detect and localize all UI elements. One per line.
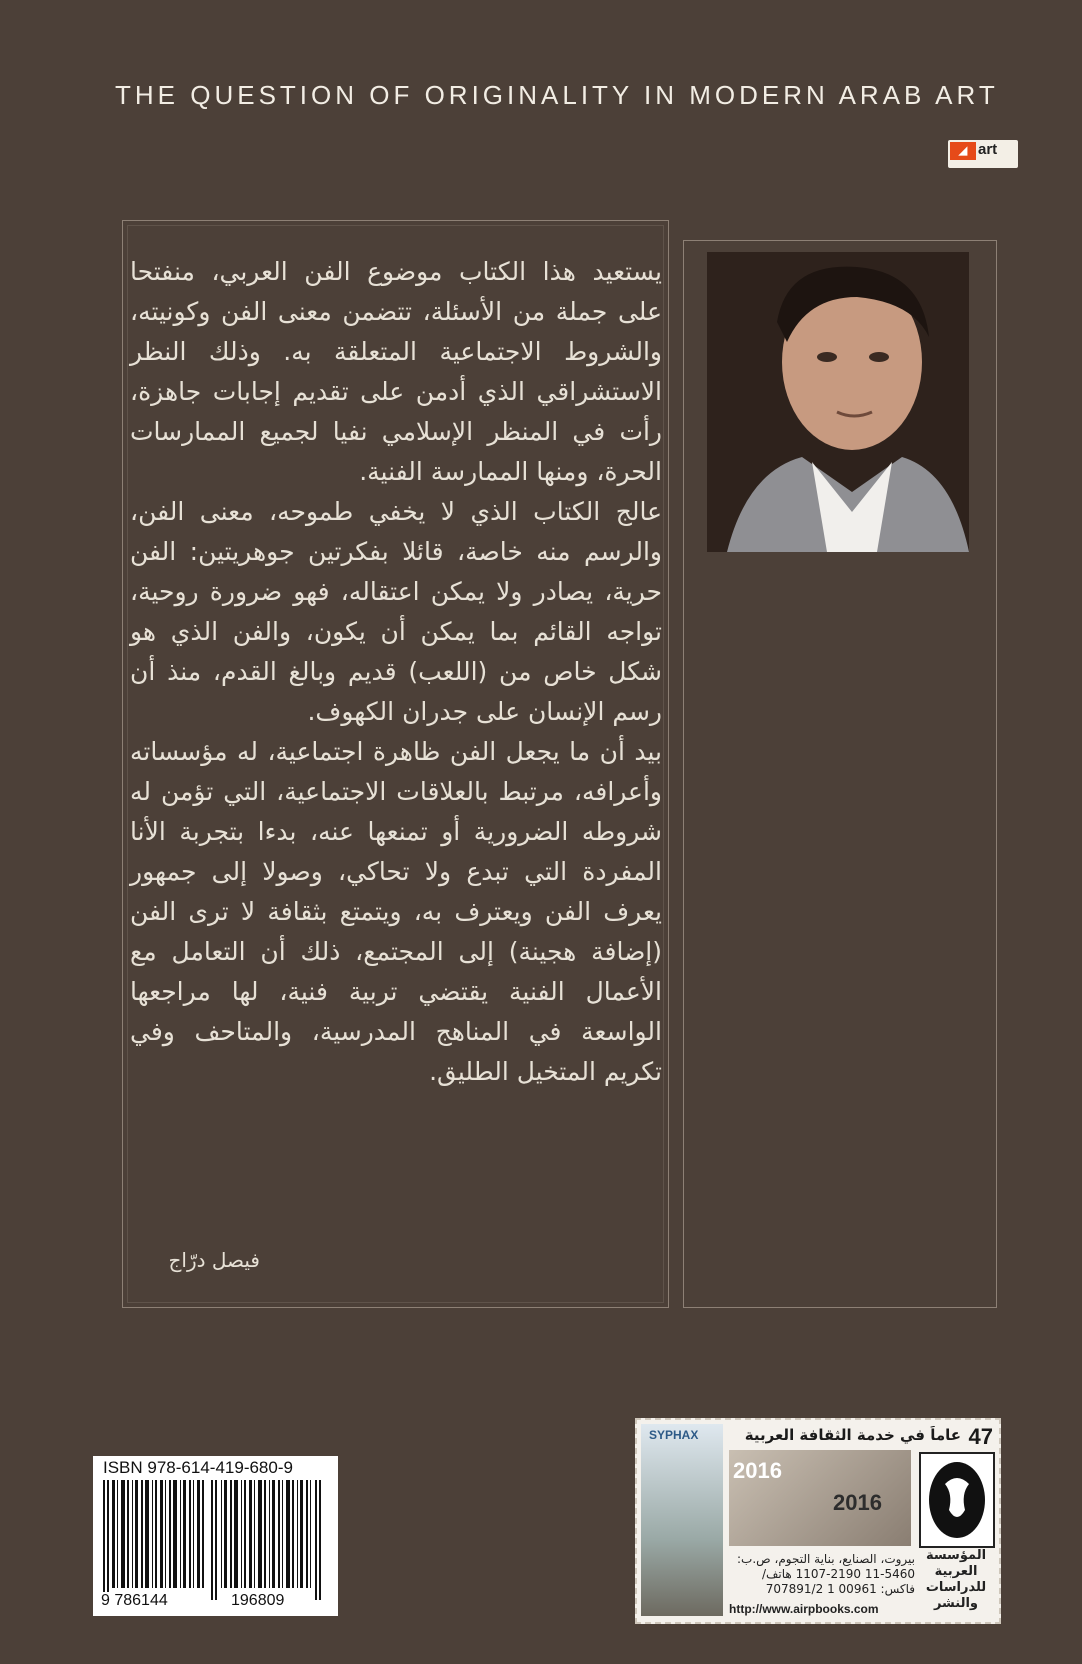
author-photo [707,252,969,552]
stamp-website: http://www.airpbooks.com [729,1602,879,1616]
barcode-digits-right: 196809 [231,1592,285,1609]
publisher-logo-mark: ◢ [950,142,976,160]
isbn-barcode [93,1456,338,1616]
stamp-org-name: المؤسسة العربية للدراسات والنشر [925,1548,987,1611]
book-title: THE QUESTION OF ORIGINALITY IN MODERN ARAB ART [115,80,999,110]
publisher-stamp [635,1418,1001,1624]
publisher-logo-text: art [978,141,998,158]
syphax-panel [641,1424,723,1616]
publisher-logo [948,140,1018,168]
barcode-digits-left: 9 786144 [101,1592,168,1609]
stamp-year-right: 2016 [833,1490,882,1515]
back-cover-blurb [130,252,662,1092]
stamp-header: عاماً في خدمة الثقافة العربية [744,1426,961,1444]
stamp-year-left: 2016 [733,1458,782,1483]
stamp-address: بيروت، الصنايع، بناية التجوم، ص.ب: 5460-11 2190-1107 هاتف/فاكس: 00961 1 707891/2 [737,1552,915,1596]
barcode-bars [103,1480,329,1600]
isbn-label: ISBN 978-614-419-680-9 [103,1458,293,1477]
author-signature: فيصل درّاج [168,1248,260,1272]
blurb-paragraph: بيد أن ما يجعل الفن ظاهرة اجتماعية، له مؤسساته وأعرافه، مرتبط بالعلاقات الاجتماعية، التي تؤمن له شروطه الضرورية أو تمنعها عنه، بدءا بتجربة الأنا المفردة التي تبدع ولا تحاكي، وصولا إلى جمهور يعرف الفن ويعترف به، ويتمتع بثقافة لا ترى الفن (إضافة هجينة) إلى المجتمع، ذلك أن التعامل مع الأعمال الفنية يقتضي تربية فنية، لها مراجعها الواسعة في المناهج المدرسية، والمتاحف وفي تكريم المتخيل الطليق. [130,737,662,1086]
emblem-icon [919,1452,995,1548]
blurb-paragraph: عالج الكتاب الذي لا يخفي طموحه، معنى الفن، والرسم منه خاصة، قائلا بفكرتين جوهريتين: الفن حرية، يصادر ولا يمكن اعتقاله، فهو ضرورة روحية، تواجه القائم بما يمكن أن يكون، والفن الذي هو شكل خاص من (اللعب) قديم وبالغ القدم، منذ أن رسم الإنسان على جدران الكهوف. [130,497,662,726]
blurb-paragraph: يستعيد هذا الكتاب موضوع الفن العربي، منفتحا على جملة من الأسئلة، تتضمن معنى الفن وكونيته، والشروط الاجتماعية المتعلقة به. وذلك النظر الاستشراقي الذي أدمن على تقديم إجابات جاهزة، رأت في المنظر الإسلامي نفيا لجميع الممارسات الحرة، ومنها الممارسة الفنية. [130,257,662,486]
syphax-label: SYPHAX [649,1428,699,1442]
stamp-number: 47 [968,1424,993,1449]
